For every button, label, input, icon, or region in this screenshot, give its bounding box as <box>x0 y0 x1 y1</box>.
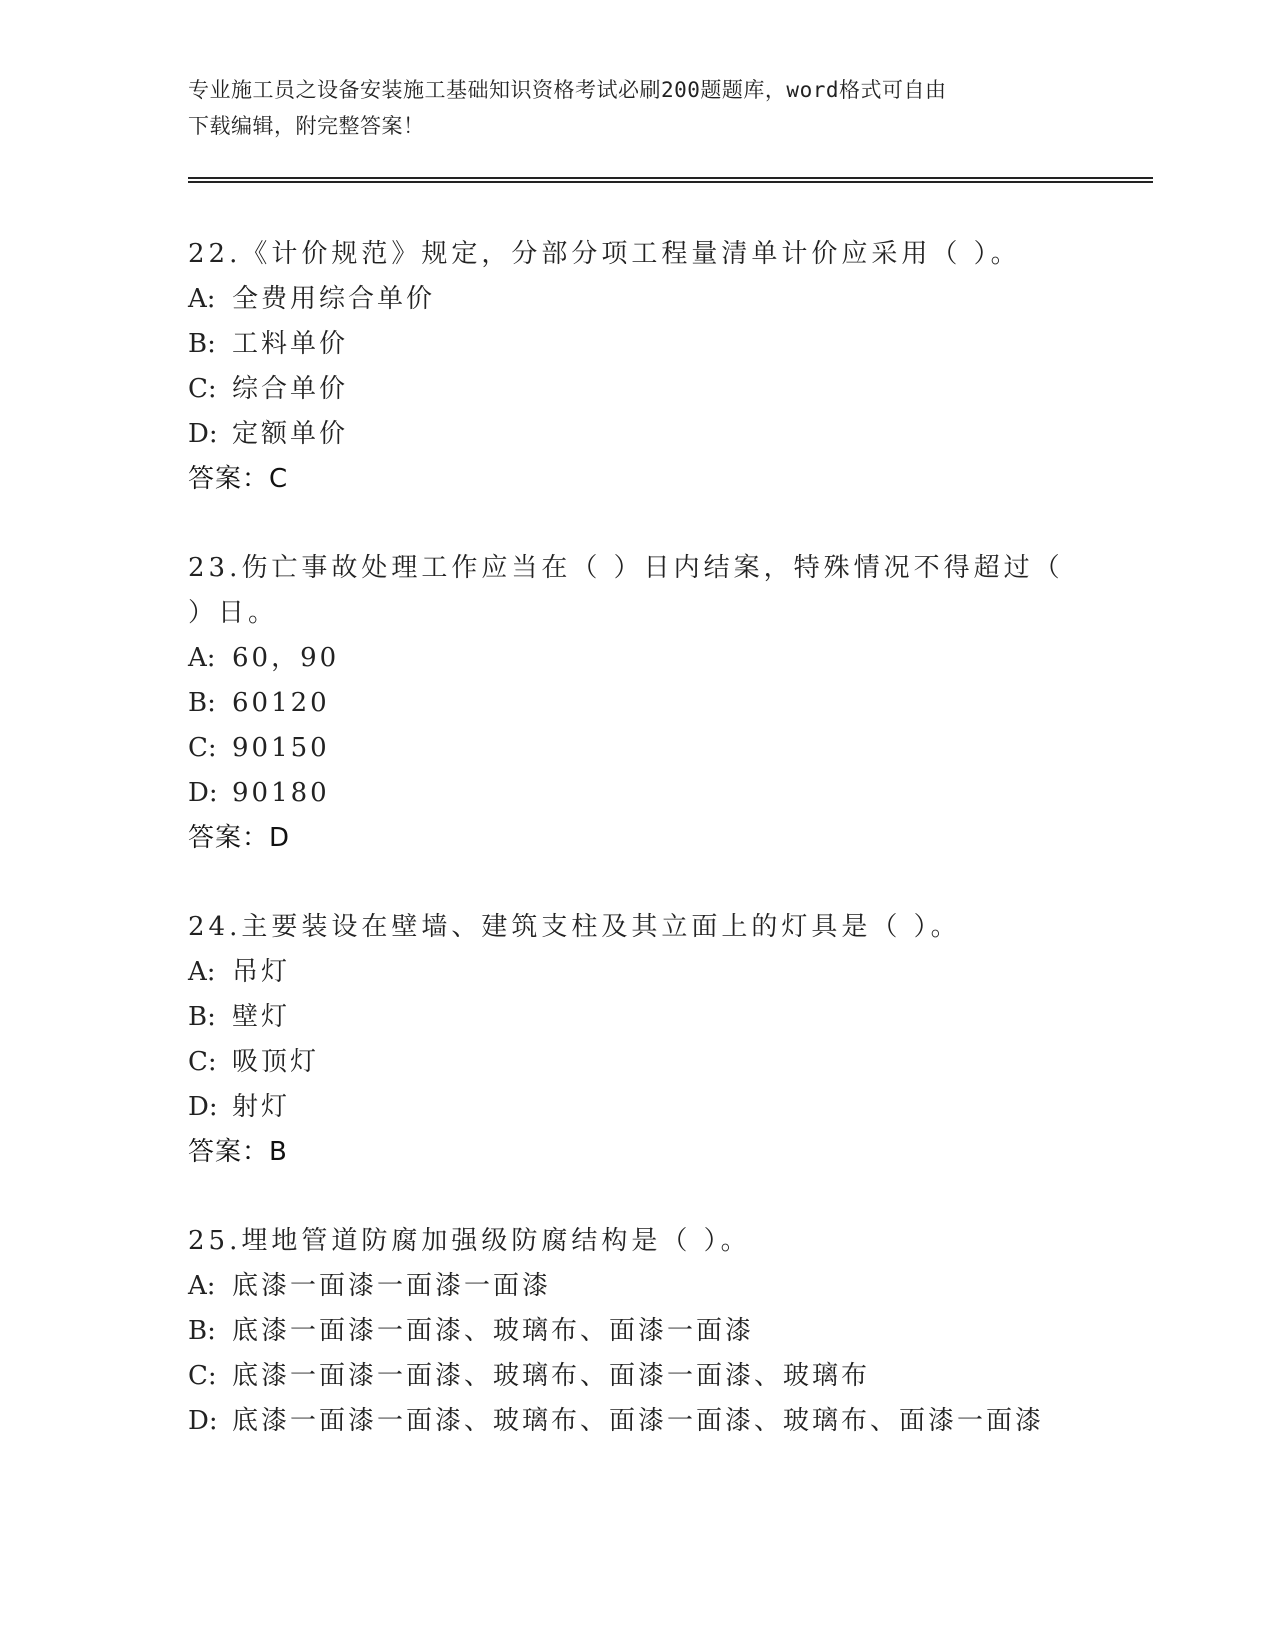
option-a <box>188 950 1088 995</box>
answer-value: D <box>269 823 290 853</box>
option-a <box>188 1264 1088 1309</box>
answer-label: 答案： <box>188 823 270 853</box>
option-text: 60，90 <box>232 643 340 673</box>
option-a <box>188 636 1088 681</box>
option-text: 60120 <box>232 688 330 718</box>
option-text: 射灯 <box>232 1092 291 1122</box>
option-b <box>188 995 1088 1040</box>
question-25 <box>188 1219 1088 1444</box>
option-d <box>188 1085 1088 1130</box>
option-key: B: <box>188 329 216 359</box>
option-text: 工料单价 <box>232 329 349 359</box>
option-key: C: <box>188 1047 217 1077</box>
question-list <box>188 232 1088 1488</box>
option-c <box>188 1354 1088 1399</box>
option-text: 底漆一面漆一面漆、玻璃布、面漆一面漆 <box>232 1316 755 1346</box>
option-b <box>188 322 1088 367</box>
answer-line <box>188 457 1088 502</box>
option-text: 壁灯 <box>232 1002 291 1032</box>
option-a <box>188 277 1088 322</box>
option-key: D: <box>188 1406 218 1436</box>
answer-label: 答案： <box>188 464 270 494</box>
option-text: 定额单价 <box>232 419 349 449</box>
option-key: A: <box>188 284 216 314</box>
document-header <box>188 72 1068 144</box>
answer-label: 答案： <box>188 1137 270 1167</box>
option-key: B: <box>188 688 216 718</box>
option-key: B: <box>188 1002 216 1032</box>
option-key: D: <box>188 778 218 808</box>
answer-line <box>188 816 1088 861</box>
option-text: 吊灯 <box>232 957 291 987</box>
option-text: 底漆一面漆一面漆一面漆 <box>232 1271 552 1301</box>
option-key: D: <box>188 419 218 449</box>
option-c <box>188 726 1088 771</box>
answer-value: C <box>269 464 288 494</box>
option-c <box>188 1040 1088 1085</box>
option-text: 90150 <box>232 733 330 763</box>
option-text: 底漆一面漆一面漆、玻璃布、面漆一面漆、玻璃布、面漆一面漆 <box>232 1406 1045 1436</box>
answer-line <box>188 1130 1088 1175</box>
option-d <box>188 771 1088 816</box>
option-b <box>188 681 1088 726</box>
option-key: C: <box>188 374 217 404</box>
question-stem: 25.埋地管道防腐加强级防腐结构是（ ）。 <box>188 1226 751 1256</box>
option-text: 综合单价 <box>232 374 349 404</box>
option-text: 90180 <box>232 778 330 808</box>
option-key: B: <box>188 1316 216 1346</box>
option-d <box>188 412 1088 457</box>
question-stem: 24.主要装设在壁墙、建筑支柱及其立面上的灯具是（ ）。 <box>188 912 961 942</box>
header-line-2: 下载编辑，附完整答案！ <box>188 114 425 138</box>
option-d <box>188 1399 1088 1444</box>
option-b <box>188 1309 1088 1354</box>
option-text: 吸顶灯 <box>232 1047 320 1077</box>
option-c <box>188 367 1088 412</box>
header-divider-top <box>188 177 1153 179</box>
question-24 <box>188 905 1088 1175</box>
option-key: A: <box>188 643 216 673</box>
question-stem: 22.《计价规范》规定，分部分项工程量清单计价应采用（ ）。 <box>188 239 1021 269</box>
option-text: 底漆一面漆一面漆、玻璃布、面漆一面漆、玻璃布 <box>232 1361 871 1391</box>
option-key: D: <box>188 1092 218 1122</box>
question-stem: 23.伤亡事故处理工作应当在（ ）日内结案，特殊情况不得超过（ ）日。 <box>188 553 1064 628</box>
option-key: A: <box>188 1271 216 1301</box>
question-22 <box>188 232 1088 502</box>
option-key: A: <box>188 957 216 987</box>
answer-value: B <box>269 1137 287 1167</box>
question-23 <box>188 546 1088 861</box>
option-key: C: <box>188 733 217 763</box>
option-text: 全费用综合单价 <box>232 284 436 314</box>
option-key: C: <box>188 1361 217 1391</box>
header-divider-bottom <box>188 181 1153 183</box>
header-line-1: 专业施工员之设备安装施工基础知识资格考试必刷200题题库，word格式可自由 <box>188 78 947 102</box>
